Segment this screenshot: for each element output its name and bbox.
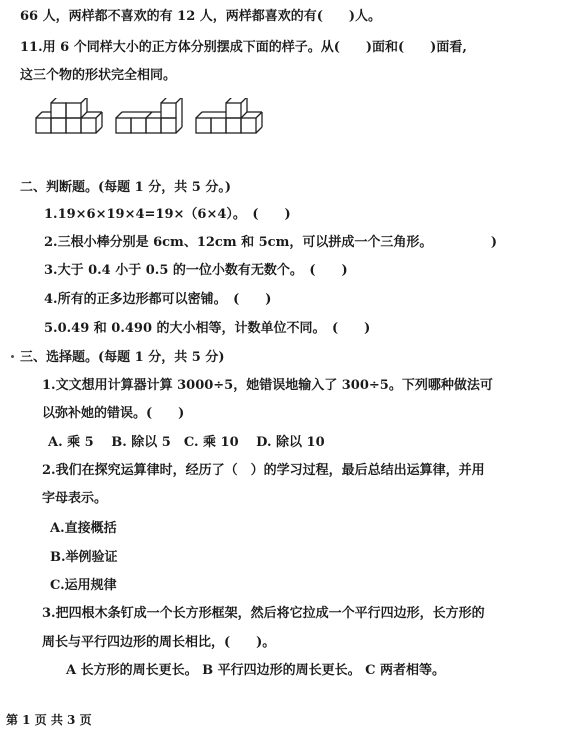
q11-line-1: 11.用 6 个同样大小的正方体分别摆成下面的样子。从( )面和( )面看, xyxy=(20,40,467,55)
page-footer: 第 1 页 共 3 页 xyxy=(6,713,92,727)
judge-item-2: 2.三根小棒分别是 6cm、12cm 和 5cm，可以拼成一个三角形。 ) xyxy=(44,235,497,250)
judge-item-4: 4.所有的正多边形都可以密铺。 ( ) xyxy=(44,292,272,307)
choice-2-line-1: 2.我们在探究运算律时，经历了（ ）的学习过程，最后总结出运算律，并用 xyxy=(42,463,485,478)
cube-figure-3 xyxy=(194,98,264,142)
speck xyxy=(11,355,14,358)
choice-2-option-b: B.举例验证 xyxy=(50,550,118,565)
choice-1-line-1: 1.文文想用计算器计算 3000÷5，她错误地输入了 300÷5。下列哪种做法可 xyxy=(42,378,493,393)
choice-3-line-2: 周长与平行四边形的周长相比，( )。 xyxy=(42,635,276,650)
choice-2-option-c: C.运用规律 xyxy=(50,578,117,593)
q11-line-2: 这三个物的形状完全相同。 xyxy=(20,68,177,83)
choice-2-line-2: 字母表示。 xyxy=(42,491,108,506)
cube-figures xyxy=(34,98,274,144)
section-2-heading: 二、判断题。(每题 1 分，共 5 分。) xyxy=(20,180,231,195)
q10-tail-line: 66 人，两样都不喜欢的有 12 人，两样都喜欢的有( )人。 xyxy=(20,9,382,24)
judge-item-3: 3.大于 0.4 小于 0.5 的一位小数有无数个。 ( ) xyxy=(44,263,348,278)
choice-3-line-1: 3.把四根木条钉成一个长方形框架，然后将它拉成一个平行四边形，长方形的 xyxy=(42,606,485,621)
cube-figure-1 xyxy=(34,98,104,142)
cube-figure-2 xyxy=(114,98,184,142)
choice-1-options: A. 乘 5 B. 除以 5 C. 乘 10 D. 除以 10 xyxy=(48,435,325,450)
choice-1-line-2: 以弥补她的错误。( ) xyxy=(42,406,185,421)
judge-item-1: 1.19×6×19×4=19×（6×4）。 ( ) xyxy=(44,207,291,222)
choice-3-options: A 长方形的周长更长。 B 平行四边形的周长更长。 C 两者相等。 xyxy=(66,663,446,678)
section-3-heading: 三、选择题。(每题 1 分，共 5 分) xyxy=(20,350,225,365)
choice-2-option-a: A.直接概括 xyxy=(50,521,117,536)
judge-item-5: 5.0.49 和 0.490 的大小相等，计数单位不同。 ( ) xyxy=(44,321,371,336)
